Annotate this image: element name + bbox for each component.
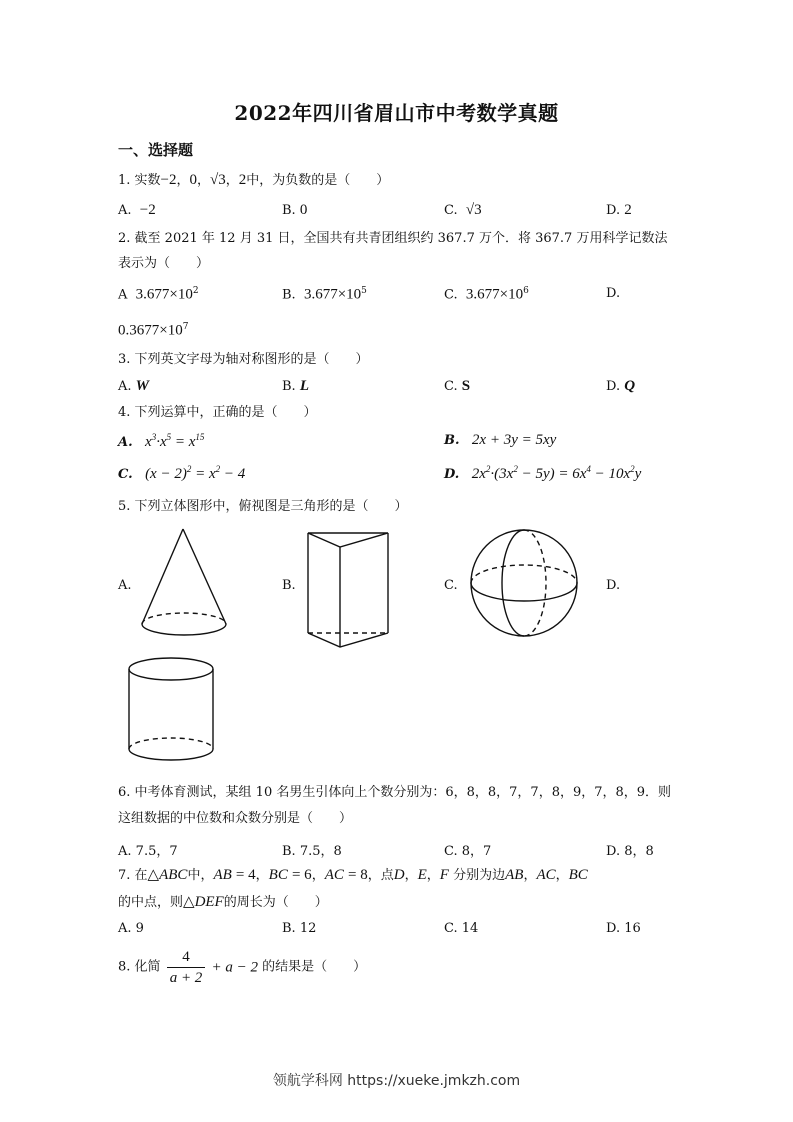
option-letter: C. [444,921,458,936]
question-2-line-2: 表示为（ ） [118,256,210,271]
q5-option-b[interactable]: B. [282,578,296,593]
option-exponent: 6 [523,286,529,296]
q2-option-c[interactable] [444,286,529,303]
option-letter: D. [444,467,460,482]
cone-base-front [142,624,226,635]
option-letter: B. [282,379,296,394]
q2-option-b[interactable] [282,286,367,303]
q1-stem-suffix: 中，为负数的是（ ） [246,173,390,188]
q4-a-expression: $x^3\cdot x^5 = x^{15}$ [145,432,205,450]
option-letter: C. [444,379,458,394]
q1-num-3: √3 [210,172,226,188]
option-letter: B. [282,921,296,936]
question-6-line-2: 这组数据的中位数和众数分别是（ ） [118,811,353,826]
option-text: 3.677×10 [465,286,524,303]
q7-option-b[interactable] [282,921,316,936]
option-text: 8，7 [461,844,492,859]
option-text: 3.677×10 [135,286,193,303]
option-letter: A. [118,921,132,936]
option-letter: C. [444,844,458,859]
question-8-stem [118,947,366,988]
q6-option-b[interactable] [282,840,342,859]
option-text: 7.5，7 [135,844,178,859]
q7-line2-tail: 的周长为（ ） [223,895,328,910]
q5-option-a[interactable]: A. [118,578,132,593]
q4-option-d[interactable] [444,464,641,483]
q7-option-a[interactable] [118,921,144,936]
q6-option-d[interactable] [606,840,654,859]
q4-b-expression: 2x + 3y = 5xy [471,432,557,448]
section-heading-choice: 一、选择题 [118,141,194,159]
sphere-meridian-back [524,530,546,636]
option-letter: A. [118,435,133,450]
sphere-meridian-front [502,530,524,636]
option-letter: D. [606,203,621,218]
option-letter: B. [444,433,460,448]
cone-edge-right [183,529,226,624]
option-letter: A [118,287,128,303]
question-7-line-2: 的中点，则△DEF的周长为（ ） [118,894,328,910]
question-7-line-1: 7. 在△ABC中，AB = 4，BC = 6，AC = 8，点D，E，F 分别为边AB，AC，BC [118,867,588,883]
sphere-outline [471,530,577,636]
option-text: W [135,378,150,394]
question-3-stem: 3. 下列英文字母为轴对称图形的是（ ） [118,352,369,367]
cone-figure [135,525,235,645]
option-text: 0 [299,202,308,218]
prism-bottom-front [308,633,388,647]
q5-option-d[interactable]: D. [606,578,621,593]
q1-num-4: 2 [238,172,247,188]
cylinder-figure [124,655,224,770]
q3-option-b[interactable] [282,378,309,395]
page-title: 2022年四川省眉山市中考数学真题 [234,101,559,125]
option-text: √3 [465,202,482,218]
option-exponent: 5 [361,286,367,296]
q1-option-a[interactable] [118,202,156,219]
q8-prefix: 8. 化简 [118,959,161,975]
option-letter: B. [282,844,296,859]
option-text: L [299,378,309,394]
q1-option-d[interactable] [606,202,632,219]
q7-option-c[interactable] [444,921,478,936]
q3-option-d[interactable] [606,378,635,395]
triangular-prism-figure [300,525,410,655]
option-text: −2 [139,202,156,218]
q4-option-b[interactable] [444,432,556,449]
q5-option-c[interactable]: C. [444,578,458,593]
question-4-stem: 4. 下列运算中，正确的是（ ） [118,405,317,420]
q4-c-expression: $(x - 2)^2 = x^2 - 4$ [145,464,246,482]
question-1-stem: 1. 实数−2，0，√3，2中，为负数的是（ ） [118,172,390,188]
cylinder-top [129,658,213,680]
q8-suffix: 的结果是（ ） [262,959,367,975]
q4-d-expression: $2x^2\cdot(3x^2 - 5y) = 6x^4 - 10x^2y$ [471,464,642,482]
option-letter: C. [118,467,133,482]
q6-option-a[interactable] [118,840,178,859]
q1-num-2: 0 [189,172,198,188]
q2-option-d-letter[interactable]: D. [606,286,621,301]
q1-stem-prefix: 1. 实数 [118,173,161,188]
option-letter: C. [444,203,458,218]
option-exponent: 7 [182,322,189,332]
cone-base-back [142,613,226,624]
option-text: 0.3677×10 [118,322,183,339]
q8-denominator: a + 2 [169,970,203,986]
sphere-equator-back [471,565,577,583]
option-letter: A. [118,379,132,394]
q8-numerator: 4 [167,947,206,968]
sphere-figure [466,524,586,644]
q8-fraction [167,947,206,988]
option-text: 7.5，8 [299,844,342,859]
q4-option-a[interactable] [118,432,204,451]
option-text: 2 [624,202,632,218]
option-letter: D. [606,844,621,859]
q1-option-c[interactable] [444,202,482,219]
question-5-stem: 5. 下列立体图形中，俯视图是三角形的是（ ） [118,499,408,514]
option-text: 16 [624,921,641,936]
option-letter: D. [606,379,621,394]
q2-option-a[interactable] [118,286,199,303]
q3-option-c[interactable] [444,378,470,395]
sphere-equator-front [471,583,577,601]
option-letter: C. [444,287,458,303]
q7-option-d[interactable] [606,921,641,936]
option-text: Q [624,378,636,394]
q2-option-d-value[interactable] [118,322,188,339]
cylinder-base-front [129,749,213,760]
option-text: 8，8 [624,844,654,859]
q6-option-c[interactable] [444,840,491,859]
option-exponent: 2 [192,286,199,296]
option-letter: D. [606,921,621,936]
prism-top-face [308,533,388,547]
cylinder-base-back [129,738,213,749]
option-text: 3.677×10 [303,286,362,303]
option-text: 12 [299,921,317,936]
option-letter: A. [118,203,132,218]
option-letter: A. [118,844,132,859]
option-letter: B. [282,203,296,218]
footer-watermark: 领航学科网 https://xueke.jmkzh.com [272,1073,521,1089]
cone-edge-left [142,529,183,624]
q4-option-c[interactable] [118,464,245,483]
option-text: 9 [135,921,144,936]
q3-option-a[interactable] [118,378,149,395]
q8-expression-tail: + a − 2 [211,959,258,976]
q1-option-b[interactable] [282,202,307,219]
question-6-line-1: 6. 中考体育测试，某组 10 名男生引体向上个数分别为：6，8，8，7，7，8，9，7，8，9．则 [118,785,672,800]
question-2-line-1: 2. 截至 2021 年 12 月 31 日，全国共有共青团组织约 367.7 万个．将 367.7 万用科学记数法 [118,231,668,246]
q1-num-1: −2 [160,172,177,188]
option-text: S [461,378,471,394]
option-letter: B. [282,287,296,303]
option-text: 14 [461,921,479,936]
